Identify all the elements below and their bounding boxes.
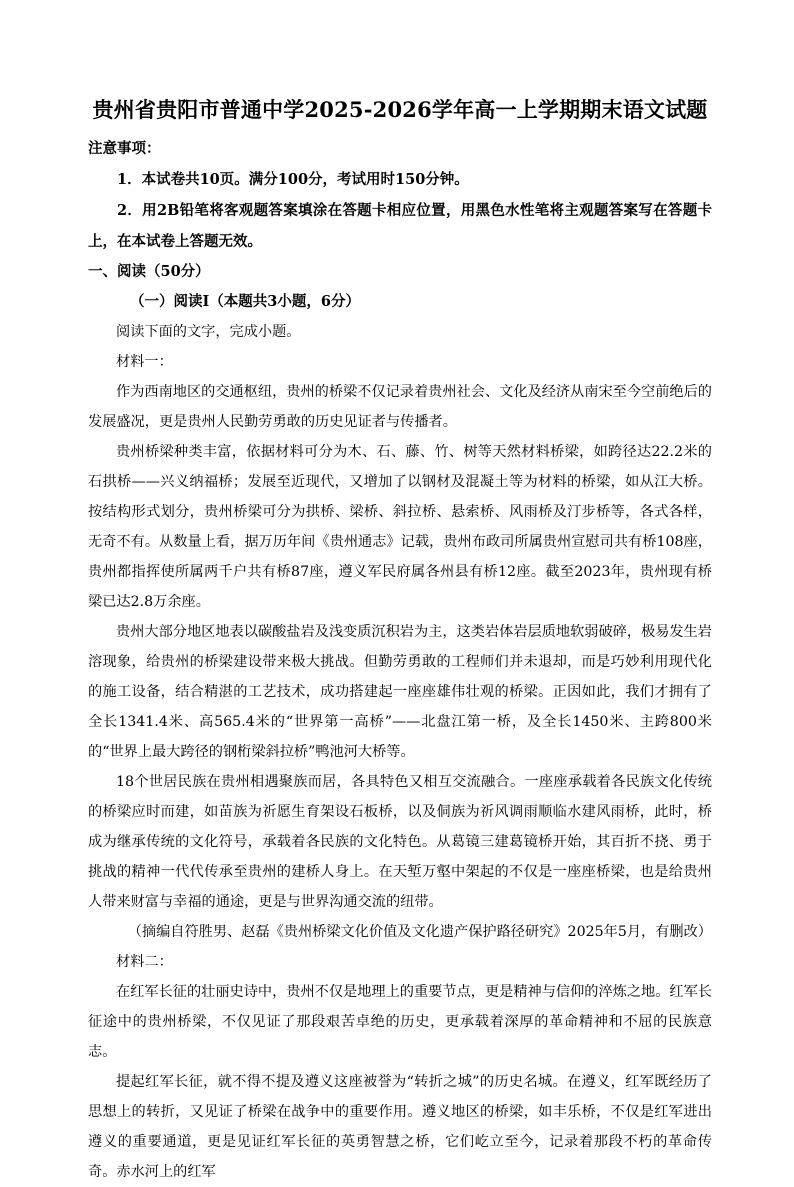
- notice-label: 注意事项：: [88, 140, 161, 157]
- material-1-paragraph: 贵州大部分地区地表以碳酸盐岩及浅变质沉积岩为主，这类岩体岩层质地软弱破碎，极易发生岩溶现象，给贵州的桥梁建设带来极大挑战。但勤劳勇敢的工程师们并未退却，而是巧妙利用现代化的施工设备，结合精湛的工艺技术，成功搭建起一座座雄伟壮观的桥梁。正因如此，我们才拥有了全长1341.4米、高565.4米的“世界第一高桥”——北盘江第一桥，及全长1450米、主跨800米的“世界上最大跨径的钢桁梁斜拉桥”鸭池河大桥等。: [88, 624, 712, 760]
- material-1-paragraph: 贵州桥梁种类丰富，依据材料可分为木、石、藤、竹、树等天然材料桥梁，如跨径达22.2米的石拱桥——兴义纳福桥；发展至近现代，又增加了以钢材及混凝土等为材料的桥梁，如从江大桥。按结构形式划分，贵州桥梁可分为拱桥、梁桥、斜拉桥、悬索桥、风雨桥及汀步桥等，各式各样，无奇不有。从数量上看，据万历年间《贵州通志》记载，贵州布政司所属贵州宣慰司共有桥108座，贵州都指挥使所属两千户共有桥87座，遵义军民府属各州县有桥12座。截至2023年，贵州现有桥梁已达2.8万余座。: [88, 444, 712, 610]
- notice-item-2: 2．用2B铅笔将客观题答案填涂在答题卡相应位置，用黑色水性笔将主观题答案写在答题卡上，在本试卷上答题无效。: [88, 202, 712, 250]
- material-2-label: 材料二：: [116, 954, 173, 970]
- material-2-paragraph: 在红军长征的壮丽史诗中，贵州不仅是地理上的重要节点，更是精神与信仰的淬炼之地。红军长征途中的贵州桥梁，不仅见证了那段艰苦卓绝的历史，更承载着深厚的革命精神和不屈的民族意志。: [88, 984, 712, 1060]
- material-1-label: 材料一：: [116, 354, 173, 370]
- notice-item-1: 1．本试卷共10页。满分100分，考试用时150分钟。: [117, 171, 469, 188]
- material-1-paragraph: 作为西南地区的交通枢纽，贵州的桥梁不仅记录着贵州社会、文化及经济从南宋至今空前绝后的发展盛况，更是贵州人民勤劳勇敢的历史见证者与传播者。: [88, 384, 712, 430]
- page-title: 贵州省贵阳市普通中学2025-2026学年高一上学期期末语文试题: [92, 97, 708, 122]
- instruction-text: 阅读下面的文字，完成小题。: [116, 324, 301, 340]
- subsection-heading: （一）阅读Ⅰ（本题共3小题，6分）: [130, 293, 360, 310]
- section-heading: 一、阅读（50分）: [88, 263, 210, 280]
- material-1-source: （摘编自符胜男、赵磊《贵州桥梁文化价值及文化遗产保护路径研究》2025年5月，有删改）: [127, 924, 712, 940]
- material-2-paragraph: 提起红军长征，就不得不提及遵义这座被誉为“转折之城”的历史名城。在遵义，红军既经历了思想上的转折，又见证了桥梁在战争中的重要作用。遵义地区的桥梁，如丰乐桥，不仅是红军进出遵义的重要通道，更是见证红军长征的英勇智慧之桥，它们屹立至今，记录着那段不朽的革命传奇。赤水河上的红军: [88, 1074, 712, 1180]
- material-1-paragraph: 18个世居民族在贵州相遇聚族而居，各具特色又相互交流融合。一座座承载着各民族文化传统的桥梁应时而建，如苗族为祈愿生育架设石板桥，以及侗族为祈风调雨顺临水建风雨桥，此时，桥成为继承传统的文化符号，承载着各民族的文化特色。从葛镜三建葛镜桥开始，其百折不挠、勇于挑战的精神一代代传承至贵州的建桥人身上。在天堑万壑中架起的不仅是一座座桥梁，也是给贵州人带来财富与幸福的通途，更是与世界沟通交流的纽带。: [88, 774, 712, 910]
